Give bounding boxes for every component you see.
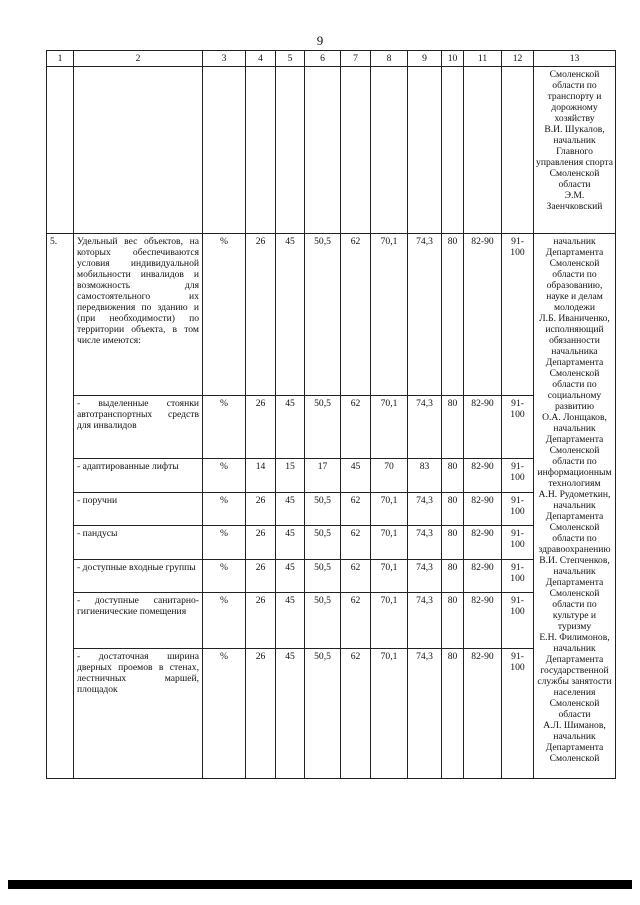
value-cell: 80 [442,396,464,459]
value-cell: 50,5 [305,526,341,560]
indicator-title: - доступные входные группы [74,560,203,593]
value-cell: 62 [341,593,371,649]
header-cell: 5 [276,51,305,67]
value-cell: 80 [442,649,464,779]
value-cell: 15 [276,459,305,493]
header-cell: 10 [442,51,464,67]
value-cell: 82-90 [464,396,502,459]
header-cell: 1 [47,51,74,67]
value-cell: 80 [442,526,464,560]
row-number: 5. [47,234,74,779]
value-cell: 74,3 [408,649,442,779]
table-row [47,67,616,234]
value-cell: 91- 100 [502,560,534,593]
header-cell: 8 [371,51,408,67]
header-row [47,51,616,67]
header-cell: 4 [246,51,276,67]
value-cell: 45 [276,526,305,560]
value-cell: 50,5 [305,396,341,459]
footer-bar [8,880,632,889]
value-cell: 80 [442,234,464,396]
value-cell: 74,3 [408,526,442,560]
header-cell: 9 [408,51,442,67]
unit-cell: % [203,234,246,396]
value-cell: 45 [276,560,305,593]
header-cell: 13 [534,51,616,67]
table-row [47,459,616,493]
value-cell: 82-90 [464,459,502,493]
value-cell: 70,1 [371,526,408,560]
indicator-title: - доступные санитарно-гигиенические помещения [74,593,203,649]
value-cell: 74,3 [408,593,442,649]
value-cell: 62 [341,396,371,459]
value-cell: 70,1 [371,649,408,779]
unit-cell: % [203,493,246,526]
value-cell: 26 [246,649,276,779]
value-cell: 91- 100 [502,593,534,649]
value-cell: 82-90 [464,560,502,593]
unit-cell: % [203,593,246,649]
header-cell: 12 [502,51,534,67]
table-row [47,649,616,779]
value-cell: 91- 100 [502,649,534,779]
value-cell: 62 [341,560,371,593]
value-cell: 74,3 [408,560,442,593]
value-cell: 82-90 [464,593,502,649]
value-cell: 70,1 [371,593,408,649]
value-cell: 45 [276,493,305,526]
value-cell: 82-90 [464,526,502,560]
header-cell: 11 [464,51,502,67]
table-row [47,493,616,526]
indicator-title: - пандусы [74,526,203,560]
indicator-title: - достаточная ширина дверных проемов в стенах, лестничных маршей, площадок [74,649,203,779]
unit-cell: % [203,526,246,560]
value-cell: 45 [276,234,305,396]
header-cell: 7 [341,51,371,67]
responsible-cell: начальник Департамента Смоленской области по образованию, науке и делам молодежи Л.Б. Иваниченко, исполняющий обязанности начальника Департамента Смоленской области по социальному развитию О.А. Лонщаков, начальник Департамента Смоленской области по информационным технологиям А.Н. Рудометкин, начальник Департамента Смоленской области по здравоохранению В.И. Степченков, начальник Департамента Смоленской области по культуре и туризму Е.Н. Филимонов, начальник Департамента государственной службы занятости населения Смоленской области А.Л. Шиманов, начальник Департамента Смоленской [534,234,616,779]
value-cell: 91- 100 [502,459,534,493]
indicator-title: - поручни [74,493,203,526]
table-row [47,234,616,396]
value-cell: 70 [371,459,408,493]
value-cell: 50,5 [305,560,341,593]
value-cell: 80 [442,493,464,526]
table-row [47,560,616,593]
value-cell: 26 [246,234,276,396]
indicators-table [46,50,616,779]
value-cell: 82-90 [464,493,502,526]
value-cell: 26 [246,560,276,593]
value-cell: 17 [305,459,341,493]
value-cell: 62 [341,526,371,560]
table-row [47,593,616,649]
value-cell: 45 [341,459,371,493]
value-cell: 91- 100 [502,234,534,396]
value-cell: 70,1 [371,493,408,526]
value-cell: 26 [246,396,276,459]
value-cell: 26 [246,493,276,526]
header-cell: 2 [74,51,203,67]
value-cell: 70,1 [371,234,408,396]
unit-cell: % [203,649,246,779]
indicator-title: - адаптированные лифты [74,459,203,493]
indicator-title: Удельный вес объектов, на которых обеспечиваются условия индивидуальной мобильности инвалидов и возможность для самостоятельного их передвижения по зданию и (при необходимости) по территории объекта, в том числе имеются: [74,234,203,396]
value-cell: 62 [341,493,371,526]
page-number: 9 [316,33,324,48]
unit-cell: % [203,560,246,593]
value-cell: 80 [442,560,464,593]
value-cell: 70,1 [371,560,408,593]
value-cell: 80 [442,593,464,649]
value-cell: 70,1 [371,396,408,459]
unit-cell: % [203,459,246,493]
value-cell: 82-90 [464,234,502,396]
value-cell: 45 [276,396,305,459]
value-cell: 91- 100 [502,396,534,459]
value-cell: 26 [246,526,276,560]
value-cell: 83 [408,459,442,493]
value-cell: 91- 100 [502,493,534,526]
value-cell: 74,3 [408,234,442,396]
value-cell: 74,3 [408,396,442,459]
value-cell: 14 [246,459,276,493]
value-cell: 50,5 [305,234,341,396]
value-cell: 45 [276,593,305,649]
responsible-cell: Смоленской области по транспорту и дорожному хозяйству В.И. Шукалов, начальник Главного управления спорта Смоленской области Э.М. Заенчковский [534,67,616,234]
value-cell: 50,5 [305,493,341,526]
value-cell: 50,5 [305,593,341,649]
value-cell: 45 [276,649,305,779]
table-row [47,526,616,560]
header-cell: 6 [305,51,341,67]
value-cell: 80 [442,459,464,493]
value-cell: 74,3 [408,493,442,526]
table-row [47,396,616,459]
value-cell: 26 [246,593,276,649]
value-cell: 62 [341,649,371,779]
unit-cell: % [203,396,246,459]
value-cell: 82-90 [464,649,502,779]
value-cell: 50,5 [305,649,341,779]
header-cell: 3 [203,51,246,67]
indicator-title: - выделенные стоянки автотранспортных средств для инвалидов [74,396,203,459]
value-cell: 91- 100 [502,526,534,560]
value-cell: 62 [341,234,371,396]
